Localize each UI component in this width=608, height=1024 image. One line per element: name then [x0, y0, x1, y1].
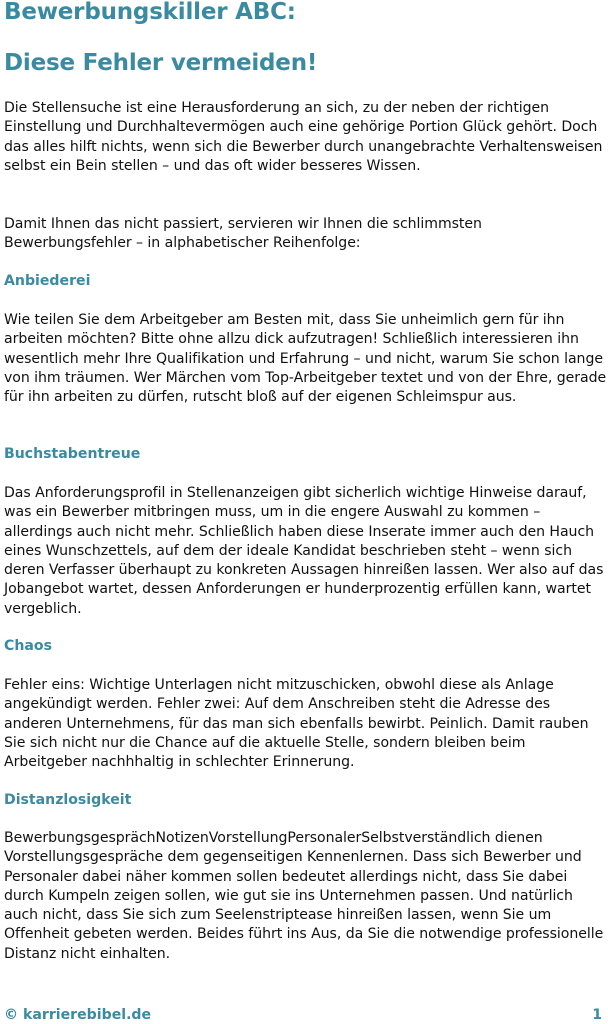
- section-heading-chaos: Chaos: [4, 638, 52, 654]
- page-title-line-1: Bewerbungskiller ABC:: [4, 0, 296, 25]
- section-text-chaos: Fehler eins: Wichtige Unterlagen nicht mitzuschicken, obwohl diese als Anlage angekündigt werden. Fehler zwei: Auf dem Anschreiben steht die Adresse des anderen Unternehmens, für das man sich ebenfalls bewirbt. Peinlich. Damit rauben Sie sich nicht nur die Chance auf die aktuelle Stelle, sondern bleiben beim Arbeitgeber nachhhaltig in schlechter Erinnerung.: [4, 677, 589, 771]
- section-text-distanzlosigkeit: BewerbungsgesprächNotizenVorstellungPersonalerSelbstverständlich dienen Vorstellungsgespräche dem gegenseitigen Kennenlernen. Dass sich Bewerber und Personaler dabei näher kommen sollen bedeutet allerdings nicht, dass Sie dabei durch Kumpeln zeigen sollen, wie gut sie ins Unternehmen passen. Und natürlich auch nicht, dass Sie sich zum Seelenstriptease hinreißen lassen, wenn Sie um Offenheit gebeten werden. Beides führt ins Aus, da Sie die notwendige professionelle Distanz nicht einhalten.: [4, 830, 604, 962]
- page-title-line-2: Diese Fehler vermeiden!: [4, 50, 318, 76]
- footer-page-number: 1: [592, 1007, 602, 1023]
- intro-paragraph-1: Die Stellensuche ist eine Herausforderung an sich, zu der neben der richtigen Einstellung und Durchhaltevermögen auch eine gehörige Portion Glück gehört. Doch das alles hilft nichts, wenn sich die Bewerber durch unangebrachte Verhaltensweisen selbst ein Bein stellen – und das oft wider besseres Wissen.: [4, 100, 603, 174]
- section-text-anbiederei: Wie teilen Sie dem Arbeitgeber am Besten mit, dass Sie unheimlich gern für ihn arbeiten möchten? Bitte ohne allzu dick aufzutragen! Schließlich interessieren ihn wesentlich mehr Ihre Qualifikation und Erfahrung – und nicht, warum Sie schon lange von ihm träumen. Wer Märchen vom Top-Arbeitgeber textet und von der Ehre, gerade für ihn arbeiten zu dürfen, rutscht bloß auf der eigenen Schleimspur aus.: [4, 312, 607, 406]
- section-text-buchstabentreue: Das Anforderungsprofil in Stellenanzeigen gibt sicherlich wichtige Hinweise darauf, was ein Bewerber mitbringen muss, um in die engere Auswahl zu kommen – allerdings auch nicht mehr. Schließlich haben diese Inserate immer auch den Hauch eines Wunschzettels, auf dem der ideale Kandidat beschrieben steht – wenn sich deren Verfasser überhaupt zu konkreten Aussagen hinreißen lassen. Wer also auf das Jobangebot wartet, dessen Anforderungen er hunderprozentig erfüllen kann, wartet vergeblich.: [4, 485, 604, 617]
- section-heading-distanzlosigkeit: Distanzlosigkeit: [4, 792, 132, 808]
- footer-source-link[interactable]: © karrierebibel.de: [4, 1007, 152, 1023]
- section-heading-anbiederei: Anbiederei: [4, 273, 91, 289]
- section-heading-buchstabentreue: Buchstabentreue: [4, 446, 141, 462]
- intro-paragraph-2: Damit Ihnen das nicht passiert, servieren wir Ihnen die schlimmsten Bewerbungsfehler – in alphabetischer Reihenfolge:: [4, 216, 482, 252]
